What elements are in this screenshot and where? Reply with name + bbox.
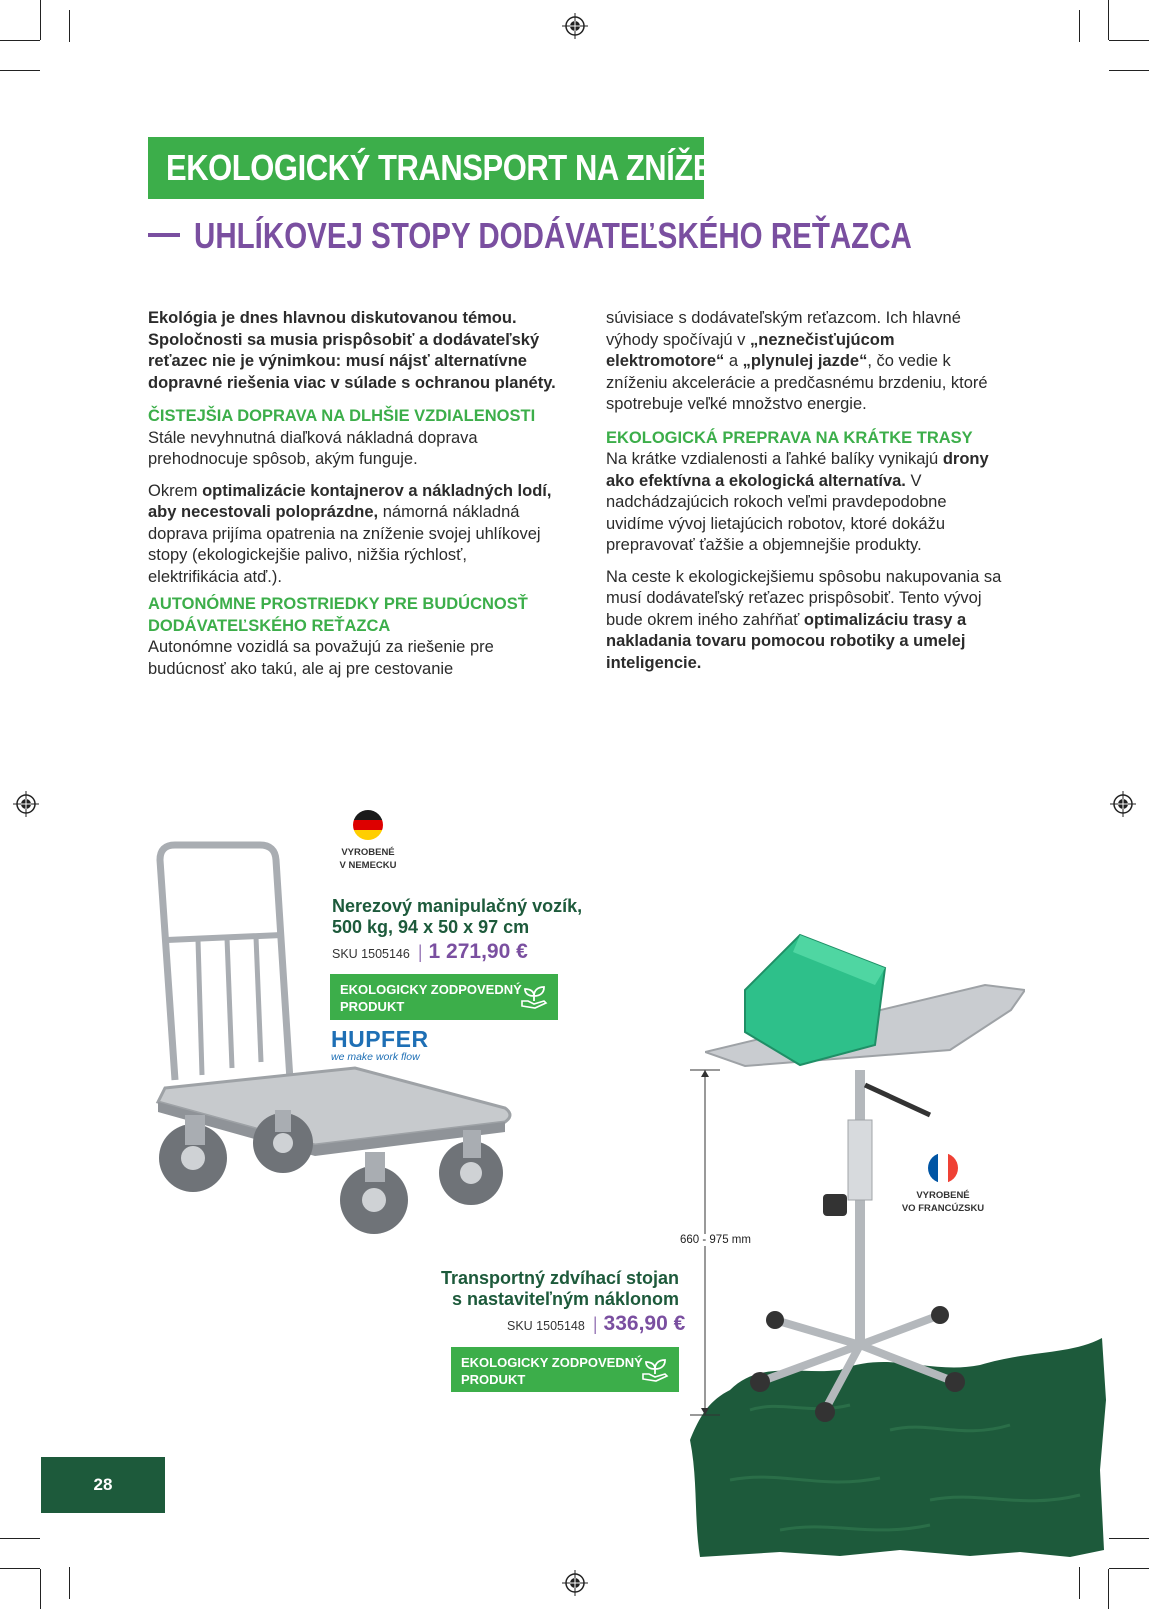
crop-mark	[0, 1538, 40, 1539]
section-heading: ČISTEJŠIA DOPRAVA NA DLHŠIE VZDIALENOSTI	[148, 407, 536, 425]
crop-mark	[0, 40, 40, 41]
france-flag-icon	[928, 1153, 958, 1183]
hupfer-logo: HUPFER we make work flow	[331, 1026, 429, 1063]
sku-price-line	[507, 1312, 685, 1336]
germany-flag-icon	[353, 810, 383, 840]
product-name: Transportný zdvíhací stojan s nastaviteľným náklonom	[440, 1268, 679, 1309]
crop-mark	[1109, 40, 1149, 41]
section-heading: AUTONÓMNE PROSTRIEDKY PRE BUDÚCNOSŤ DODÁVATEĽSKÉHO REŤAZCA	[148, 595, 528, 635]
eco-responsible-badge: EKOLOGICKY ZODPOVEDNÝ PRODUKT	[451, 1347, 679, 1392]
crop-mark	[1108, 0, 1109, 40]
separator: |	[417, 942, 423, 962]
crop-mark	[1109, 70, 1149, 71]
page-number: 28	[41, 1457, 165, 1513]
crop-mark	[1109, 1538, 1149, 1539]
paragraph: Autonómne vozidlá sa považujú za riešenie pre budúcnosť ako takú, ale aj pre cestovanie	[148, 638, 494, 678]
crop-mark	[69, 1567, 70, 1599]
paragraph: súvisiace s dodávateľským reťazcom. Ich hlavné výhody spočívajú v „neznečisťujúcom elektromotore“ a „plynulej jazde“, čo vedie k zníženiu akcelerácie a predčasnému brzdeniu, ktoré spotrebuje veľké množstvo energie.	[606, 309, 988, 413]
crop-mark	[40, 0, 41, 40]
paragraph: Na krátke vzdialenosti a ľahké balíky vynikajú drony ako efektívna a ekologická alternatíva. V nadchádzajúcich rokoch veľmi pravdepodobne uvidíme vývoj lietajúcich robotov, ktoré dokážu prepravovať ťažšie a objemnejšie produkty.	[606, 450, 989, 554]
intro-paragraph: Ekológia je dnes hlavnou diskutovanou témou. Spoločnosti sa musia prispôsobiť a dodávateľský reťazec nie je výnimkou: musí nájsť alternatívne dopravné riešenia viac v súlade s ochranou planéty.	[148, 309, 556, 392]
separator: |	[592, 1314, 598, 1334]
sku: SKU 1505148	[507, 1319, 585, 1333]
height-range-label: 660 - 975 mm	[680, 1234, 751, 1246]
subtitle-dash	[148, 233, 180, 237]
eco-responsible-badge: EKOLOGICKY ZODPOVEDNÝ PRODUKT	[330, 974, 558, 1020]
sku-price-line	[332, 940, 528, 964]
eco-hand-plant-icon	[520, 984, 548, 1010]
registration-mark-icon	[1110, 791, 1136, 817]
left-column	[148, 308, 558, 690]
price: 336,90 €	[603, 1312, 686, 1335]
registration-mark-icon	[562, 1570, 588, 1596]
paragraph: Stále nevyhnutná diaľková nákladná doprava prehodnocuje spôsob, akým funguje.	[148, 428, 478, 468]
crop-mark	[1079, 1567, 1080, 1599]
paragraph: Na ceste k ekologickejšiemu spôsobu nakupovania sa musí dodávateľský reťazec prispôsobiť. Tento vývoj bude okrem iného zahŕňať optimalizáciu trasy a nakladania tovaru pomocou robotiky a umelej inteligencie.	[606, 567, 1002, 672]
page-subtitle: UHLÍKOVEJ STOPY DODÁVATEĽSKÉHO REŤAZCA	[148, 214, 1069, 258]
crop-mark	[1109, 1568, 1149, 1569]
crop-mark	[0, 70, 40, 71]
right-column	[606, 308, 1006, 684]
sku: SKU 1505146	[332, 947, 410, 961]
paragraph: Okrem optimalizácie kontajnerov a nákladných lodí, aby necestovali poloprázdne, námorná nákladná doprava prijíma opatrenia na zníženie svojej uhlíkovej stopy (ekologickejšie palivo, nižšia rýchlosť, elektrifikácia atď.).	[148, 481, 552, 586]
product-name: Nerezový manipulačný vozík, 500 kg, 94 x 50 x 97 cm	[332, 896, 583, 937]
registration-mark-icon	[13, 791, 39, 817]
made-in-label: VYROBENÉ V NEMECKU	[339, 847, 397, 871]
made-in-label: VYROBENÉ VO FRANCÚZSKU	[901, 1190, 985, 1214]
page-title: EKOLOGICKÝ TRANSPORT NA ZNÍŽENIE	[148, 137, 704, 199]
eco-hand-plant-icon	[641, 1357, 669, 1383]
crop-mark	[1079, 10, 1080, 42]
crop-mark	[40, 1569, 41, 1609]
crop-mark	[1108, 1569, 1109, 1609]
crop-mark	[0, 1568, 40, 1569]
crop-mark	[69, 10, 70, 42]
price: 1 271,90 €	[428, 940, 528, 963]
section-heading: EKOLOGICKÁ PREPRAVA NA KRÁTKE TRASY	[606, 428, 973, 447]
registration-mark-icon	[562, 13, 588, 39]
